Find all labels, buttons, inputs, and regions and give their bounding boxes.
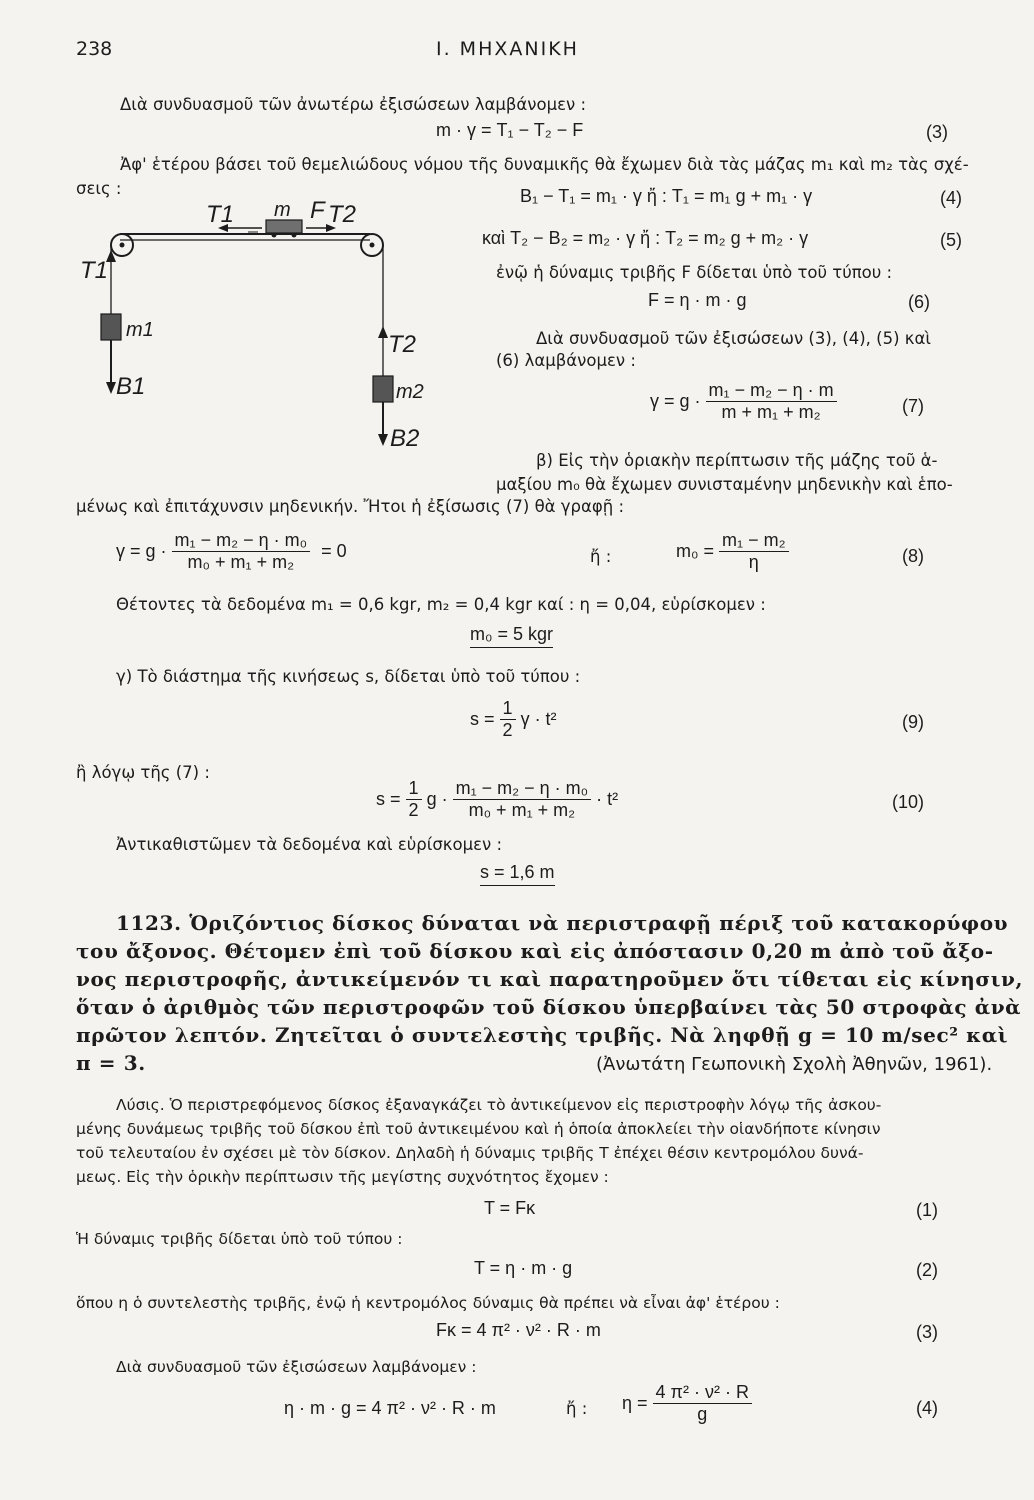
text-line: Διὰ συνδυασμοῦ τῶν ἀνωτέρω ἐξισώσεων λαμβάνομεν : xyxy=(120,95,587,114)
eq7-denominator: m + m₁ + m₂ xyxy=(721,402,821,422)
text-line: ἢ λόγῳ τῆς (7) : xyxy=(76,763,210,782)
running-title: Ι. ΜΗΧΑΝΙΚΗ xyxy=(436,38,579,60)
label-T2-top: T2 xyxy=(328,201,357,228)
eq7-lhs: γ = g · xyxy=(650,391,701,411)
eq8-denominator: m₀ + m₁ + m₂ xyxy=(187,552,295,572)
label-F: F xyxy=(310,197,325,224)
text-line: Ἀφ' ἑτέρου βάσει τοῦ θεμελιώδους νόμου τῆς δυναμικῆς θὰ ἔχωμεν διὰ τὰς μάζας m₁ καὶ m₂ τὰς σχέ- xyxy=(120,155,969,174)
equation-8 xyxy=(116,530,347,573)
equation-6: F = η · m · g xyxy=(648,290,747,310)
label-m1: m1 xyxy=(126,319,154,341)
solution-equation-2: T = η · m · g xyxy=(474,1258,573,1278)
solution-line: ὅπου η ὁ συντελεστὴς τριβῆς, ἐνῷ ἡ κεντρομόλος δύναμις θὰ πρέπει νὰ εἶναι ἀφ' ἑτέρου : xyxy=(76,1294,780,1312)
eq10-half-denominator: 2 xyxy=(408,800,419,820)
solution-line: μένης δυνάμεως τριβῆς τοῦ δίσκου ἐπὶ τοῦ ἀντικειμένου καὶ ἡ ὁποία ἀποκλείει τὴν οἱανδήποτε κίνησιν xyxy=(76,1120,881,1138)
cart-wheel xyxy=(272,233,277,238)
eq10-denominator: m₀ + m₁ + m₂ xyxy=(468,800,576,820)
problem-line: π = 3. xyxy=(76,1051,146,1075)
eq8-m0-fraction xyxy=(719,530,789,573)
eq10-fraction xyxy=(453,778,592,821)
eq10-t: · t² xyxy=(596,789,619,809)
mass-m1 xyxy=(101,314,121,340)
eq10-g: g · xyxy=(426,789,448,809)
cart-m xyxy=(266,220,302,233)
seq4-denominator: g xyxy=(697,1404,708,1424)
label-T1-left: T1 xyxy=(80,257,109,284)
eq10-half-numerator: 1 xyxy=(406,778,422,800)
eq7-fraction xyxy=(706,380,837,423)
problem-line: 1123. Ὁριζόντιος δίσκος δύναται νὰ περιστραφῇ πέριξ τοῦ κατακορύφου xyxy=(116,911,1009,935)
cart-wheel xyxy=(292,233,297,238)
label-B1: B1 xyxy=(116,373,146,400)
equation-number: (5) xyxy=(940,230,962,250)
label-T2-right: T2 xyxy=(388,331,417,358)
label-m2: m2 xyxy=(396,381,424,403)
arrow-T2-right-head xyxy=(378,326,388,338)
text-line: ἐνῷ ἡ δύναμις τριβῆς F δίδεται ὑπὸ τοῦ τύπου : xyxy=(496,263,893,282)
equation-4: B₁ − T₁ = m₁ · γ ἤ : T₁ = m₁ g + m₁ · γ xyxy=(520,186,813,206)
label-B2: B2 xyxy=(390,425,420,452)
solution-equation-1: T = Fκ xyxy=(484,1198,536,1218)
equation-5: καὶ T₂ − B₂ = m₂ · γ ἤ : T₂ = m₂ g + m₂ · γ xyxy=(482,228,809,248)
solution-equation-3: Fκ = 4 π² · ν² · R · m xyxy=(436,1320,601,1340)
eq7-numerator: m₁ − m₂ − η · m xyxy=(706,380,837,402)
problem-source: (Ἀνωτάτη Γεωπονικὴ Σχολὴ Ἀθηνῶν, 1961). xyxy=(596,1054,993,1075)
equation-number: (4) xyxy=(916,1398,938,1418)
eq9-denominator: 2 xyxy=(502,720,513,740)
left-pulley-axle xyxy=(120,243,125,248)
problem-line: νος περιστροφῆς, ἀντικείμενόν τι καὶ παρατηροῦμεν ὅτι τίθεται εἰς κίνησιν, xyxy=(76,967,1024,991)
problem-line: του ἄξονος. Θέτομεν ἐπὶ τοῦ δίσκου καὶ εἰς ἀπόστασιν 0,20 m ἀπὸ τοῦ ἄξο- xyxy=(76,939,994,963)
solution-line: Λύσις. Ὁ περιστρεφόμενος δίσκος ἐξαναγκάζει τὸ ἀντικείμενον εἰς περιστροφὴν λόγῳ τῆς ἀσκου- xyxy=(116,1096,882,1114)
eq9-numerator: 1 xyxy=(500,698,516,720)
eq9-rhs: γ · t² xyxy=(520,709,557,729)
eq10-lhs: s = xyxy=(376,789,401,809)
equation-3: m · γ = T₁ − T₂ − F xyxy=(436,120,584,140)
seq4-numerator: 4 π² · ν² · R xyxy=(653,1382,752,1404)
arrow-B2-head xyxy=(378,434,388,446)
solution-equation-4-lhs: η · m · g = 4 π² · ν² · R · m xyxy=(284,1398,496,1418)
label-T1-top: T1 xyxy=(206,201,235,228)
pulley-diagram xyxy=(70,190,510,480)
text-line: μένως καὶ ἐπιτάχυνσιν μηδενικήν. Ἤτοι ἡ ἐξίσωσις (7) θὰ γραφῇ : xyxy=(76,497,625,516)
text-line: γ) Τὸ διάστημα τῆς κινήσεως s, δίδεται ὑπὸ τοῦ τύπου : xyxy=(116,667,581,686)
result-s: s = 1,6 m xyxy=(480,862,555,886)
eq8-m0: m₀ = xyxy=(676,541,714,561)
seq4-eta: η = xyxy=(622,1393,648,1413)
text-line: β) Εἰς τὴν ὁριακὴν περίπτωσιν τῆς μάζης τοῦ ἁ- xyxy=(536,451,938,470)
equation-number: (6) xyxy=(908,292,930,312)
equation-10 xyxy=(376,778,618,821)
text-line: Ἀντικαθιστῶμεν τὰ δεδομένα καὶ εὑρίσκομεν : xyxy=(116,835,503,854)
solution-line: μεως. Εἰς τὴν ὁρικὴν περίπτωσιν τῆς μεγίστης συχνότητος ἔχομεν : xyxy=(76,1168,609,1186)
equation-number: (8) xyxy=(902,546,924,566)
problem-line: ὅταν ὁ ἀριθμὸς τῶν περιστροφῶν τοῦ δίσκου ὑπερβαίνει τὰς 50 στροφὰς ἀνὰ xyxy=(76,995,1022,1019)
page-number: 238 xyxy=(76,38,113,60)
equation-number: (10) xyxy=(892,792,925,812)
equation-7 xyxy=(650,380,837,423)
text-line: μαξίου m₀ θὰ ἔχωμεν συνισταμένην μηδενικὴν καὶ ἑπο- xyxy=(496,475,953,494)
text-line: Διὰ συνδυασμοῦ τῶν ἐξισώσεων (3), (4), (5) καὶ xyxy=(536,329,931,348)
solution-equation-4-rhs xyxy=(622,1382,752,1425)
equation-number: (7) xyxy=(902,396,924,416)
equation-9 xyxy=(470,698,557,741)
result-m0: m₀ = 5 kgr xyxy=(470,624,553,648)
equation-number: (1) xyxy=(916,1200,938,1220)
problem-line: πρῶτον λεπτόν. Ζητεῖται ὁ συντελεστὴς τριβῆς. Νὰ ληφθῇ g = 10 m/sec² καὶ xyxy=(76,1023,1009,1047)
eq8-lhs: γ = g · xyxy=(116,541,167,561)
equation-number: (9) xyxy=(902,712,924,732)
equation-number: (4) xyxy=(940,188,962,208)
eq8-m0-denominator: η xyxy=(748,552,759,572)
eq10-half xyxy=(406,778,422,821)
equation-8-m0 xyxy=(676,530,789,573)
eq8-fraction xyxy=(172,530,311,573)
arrow-B1-head xyxy=(106,382,116,394)
label-m-top: m xyxy=(274,199,291,221)
solution-line: Ἡ δύναμις τριβῆς δίδεται ὑπὸ τοῦ τύπου : xyxy=(76,1230,403,1248)
solution-line: Διὰ συνδυασμοῦ τῶν ἐξισώσεων λαμβάνομεν : xyxy=(116,1358,477,1376)
right-pulley-axle xyxy=(370,243,375,248)
eq9-fraction xyxy=(500,698,516,741)
equation-number: (2) xyxy=(916,1260,938,1280)
seq4-fraction xyxy=(653,1382,752,1425)
eq8-m0-numerator: m₁ − m₂ xyxy=(719,530,789,552)
equation-number: (3) xyxy=(916,1322,938,1342)
equation-number: (3) xyxy=(926,122,948,142)
solution-line: τοῦ τελευταίου ἐν σχέσει μὲ τὸν δίσκον. Δηλαδὴ ἡ δύναμις τριβῆς T ἐπέχει θέσιν κεντρομόλου δυνά- xyxy=(76,1144,864,1162)
eq10-numerator: m₁ − m₂ − η · m₀ xyxy=(453,778,592,800)
eq9-lhs: s = xyxy=(470,709,495,729)
text-line: σεις : xyxy=(76,179,122,198)
text-line: Θέτοντες τὰ δεδομένα m₁ = 0,6 kgr, m₂ = 0,4 kgr καί : η = 0,04, εὑρίσκομεν : xyxy=(116,595,766,614)
text-line: (6) λαμβάνομεν : xyxy=(496,351,636,370)
eq8-numerator: m₁ − m₂ − η · m₀ xyxy=(172,530,311,552)
mass-m2 xyxy=(373,376,393,402)
eq8-or: ἤ : xyxy=(590,547,612,566)
eq8-equals-zero: = 0 xyxy=(321,541,347,561)
solution-equation-4-or: ἤ : xyxy=(566,1399,588,1418)
